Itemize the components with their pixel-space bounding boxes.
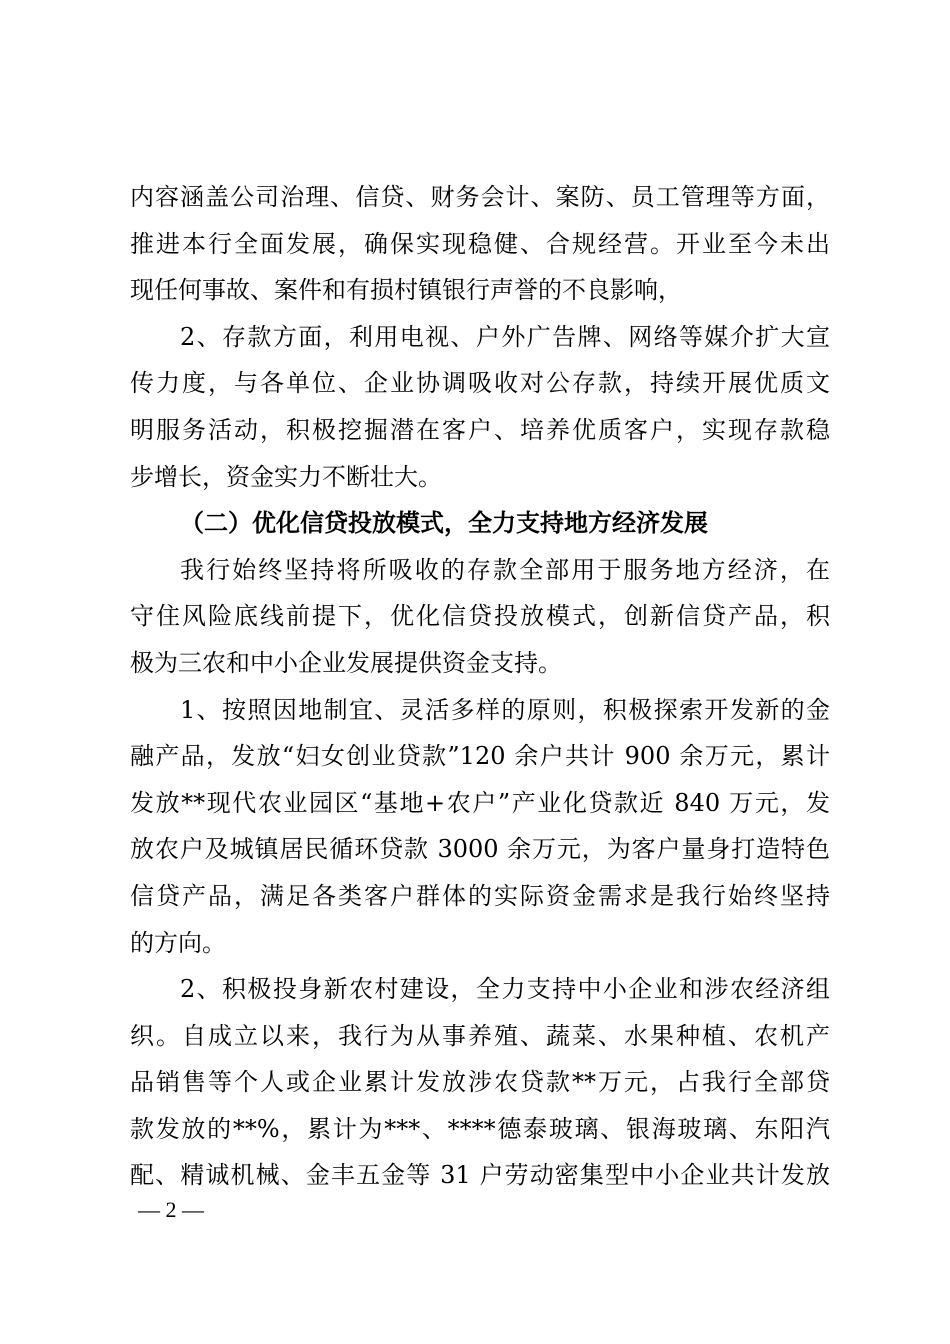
- text-line: 2、积极投身新农村建设，全力支持中小企业和涉农经济组: [180, 975, 830, 1004]
- text-line: 守住风险底线前提下，优化信贷投放模式，创新信贷产品，积: [130, 602, 830, 631]
- text-line: 传力度，与各单位、企业协调吸收对公存款，持续开展优质文: [130, 369, 830, 398]
- page-number: — 2 —: [138, 1197, 204, 1222]
- text-line: 现任何事故、案件和有损村镇银行声誉的不良影响，: [130, 276, 682, 305]
- text-line: 配、精诚机械、金丰五金等 31 户劳动密集型中小企业共计发放: [130, 1161, 830, 1190]
- text-line: 发放**现代农业园区“基地+农户”产业化贷款近 840 万元，发: [130, 788, 830, 817]
- section-heading: （二）优化信贷投放模式，全力支持地方经济发展: [180, 508, 708, 538]
- text-line: 品销售等个人或企业累计发放涉农贷款**万元，占我行全部贷: [130, 1068, 830, 1097]
- text-line: 信贷产品，满足各类客户群体的实际资金需求是我行始终坚持: [130, 881, 830, 910]
- text-line: 1、按照因地制宜、灵活多样的原则，积极探索开发新的金: [180, 695, 830, 724]
- text-line: 推进本行全面发展，确保实现稳健、合规经营。开业至今未出: [130, 229, 830, 258]
- text-line: 的方向。: [130, 928, 226, 957]
- text-line: 2、存款方面，利用电视、户外广告牌、网络等媒介扩大宣: [180, 322, 830, 351]
- text-line: 步增长，资金实力不断壮大。: [130, 462, 442, 491]
- text-line: 极为三农和中小企业发展提供资金支持。: [130, 648, 562, 677]
- text-line: 融产品，发放“妇女创业贷款”120 余户共计 900 余万元，累计: [130, 742, 830, 771]
- text-line: 放农户及城镇居民循环贷款 3000 余万元，为客户量身打造特色: [130, 835, 830, 864]
- text-line: 内容涵盖公司治理、信贷、财务会计、案防、员工管理等方面，: [130, 183, 830, 211]
- text-line: 我行始终坚持将所吸收的存款全部用于服务地方经济，在: [180, 555, 830, 584]
- text-line: 款发放的**%，累计为***、****德泰玻璃、银海玻璃、东阳汽: [130, 1114, 830, 1143]
- text-line: 织。自成立以来，我行为从事养殖、蔬菜、水果种植、农机产: [130, 1021, 830, 1050]
- document-body: [130, 174, 830, 1199]
- text-line: 明服务活动，积极挖掘潜在客户、培养优质客户，实现存款稳: [130, 415, 830, 444]
